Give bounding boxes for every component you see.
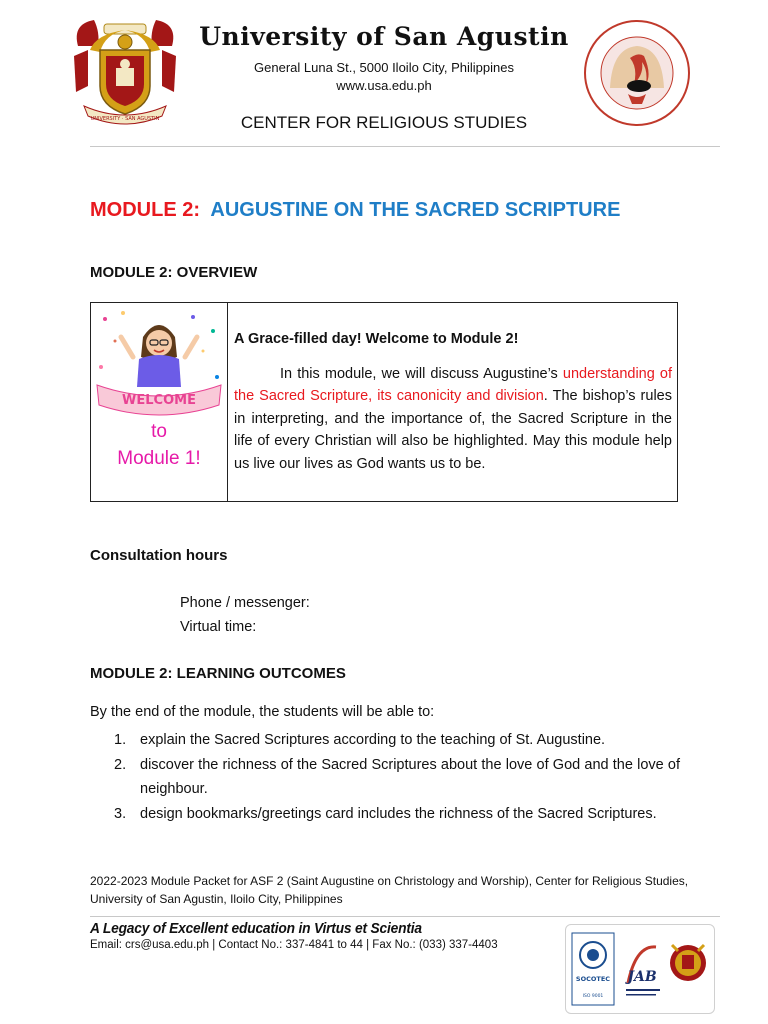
svg-text:UNIVERSITY · SAN AGUSTIN: UNIVERSITY · SAN AGUSTIN <box>90 116 160 122</box>
module-title <box>90 199 620 222</box>
jab-accreditation-icon <box>624 947 660 996</box>
overview-paragraph <box>234 363 672 475</box>
center-religious-studies-seal-icon <box>582 18 692 128</box>
list-item: 3. design bookmarks/greetings card includes the richness of the Sacred Scriptures. <box>114 805 657 822</box>
list-item: 2. discover the richness of the Sacred Scriptures about the love of God and the love of neighbour. <box>114 756 680 797</box>
overview-greeting: A Grace-filled day! Welcome to Module 2! <box>234 331 519 347</box>
certification-badges <box>565 924 715 1014</box>
footer-legacy: A Legacy of Excellent education in Virtus et Scientia <box>90 921 422 937</box>
overview-box <box>90 302 678 502</box>
welcome-module-text: Module 1! <box>117 448 201 469</box>
list-item: 1. explain the Sacred Scriptures according to the teaching of St. Augustine. <box>114 732 606 748</box>
overview-text-highlight: understanding of the Sacred Scripture, its canonicity and division <box>234 366 672 405</box>
overview-text-after: . The bishop’s rules in interpreting, and the importance of, the Sacred Scripture in the life of every Christian will also be highlighted. May this module help us live our lives as God wants us to be. <box>234 388 672 472</box>
svg-text:ISO 9001: ISO 9001 <box>582 994 604 999</box>
consultation-heading: Consultation hours <box>90 547 228 564</box>
footer-contact: Email: crs@usa.edu.ph | Contact No.: 337-4841 to 44 | Fax No.: (033) 337-4403 <box>90 939 498 951</box>
center-name: CENTER FOR RELIGIOUS STUDIES <box>240 113 528 132</box>
outcomes-heading: MODULE 2: LEARNING OUTCOMES <box>90 665 346 682</box>
overview-heading: MODULE 2: OVERVIEW <box>90 264 258 281</box>
overview-text-before: In this module, we will discuss Augustine’s <box>280 366 563 382</box>
module-label: MODULE 2: <box>90 199 200 221</box>
overview-divider <box>227 303 228 501</box>
svg-text:JAB: JAB <box>627 969 657 985</box>
welcome-to-text: to <box>151 421 167 442</box>
welcome-banner-text: WELCOME <box>122 393 196 408</box>
socotec-certification-icon <box>572 933 614 1005</box>
university-address: General Luna St., 5000 Iloilo City, Philippines <box>254 60 514 75</box>
footer-divider <box>90 916 720 917</box>
outcomes-list <box>90 728 680 826</box>
header-divider <box>90 146 720 147</box>
module-name: AUGUSTINE ON THE SACRED SCRIPTURE <box>210 199 621 221</box>
university-seal-icon <box>670 945 706 981</box>
university-name: University of San Agustin <box>199 22 569 51</box>
consultation-virtual: Virtual time: <box>180 619 257 635</box>
consultation-phone: Phone / messenger: <box>180 595 310 611</box>
svg-text:SOCOTEC: SOCOTEC <box>575 975 611 983</box>
outcomes-intro: By the end of the module, the students will be able to: <box>90 704 435 720</box>
welcome-avatar-image <box>93 307 225 425</box>
footer-note: 2022-2023 Module Packet for ASF 2 (Saint Augustine on Christology and Worship), Center for Religious Studies, University of San Agustin, Iloilo City, Philippines <box>90 874 689 906</box>
university-website: www.usa.edu.ph <box>336 78 432 93</box>
